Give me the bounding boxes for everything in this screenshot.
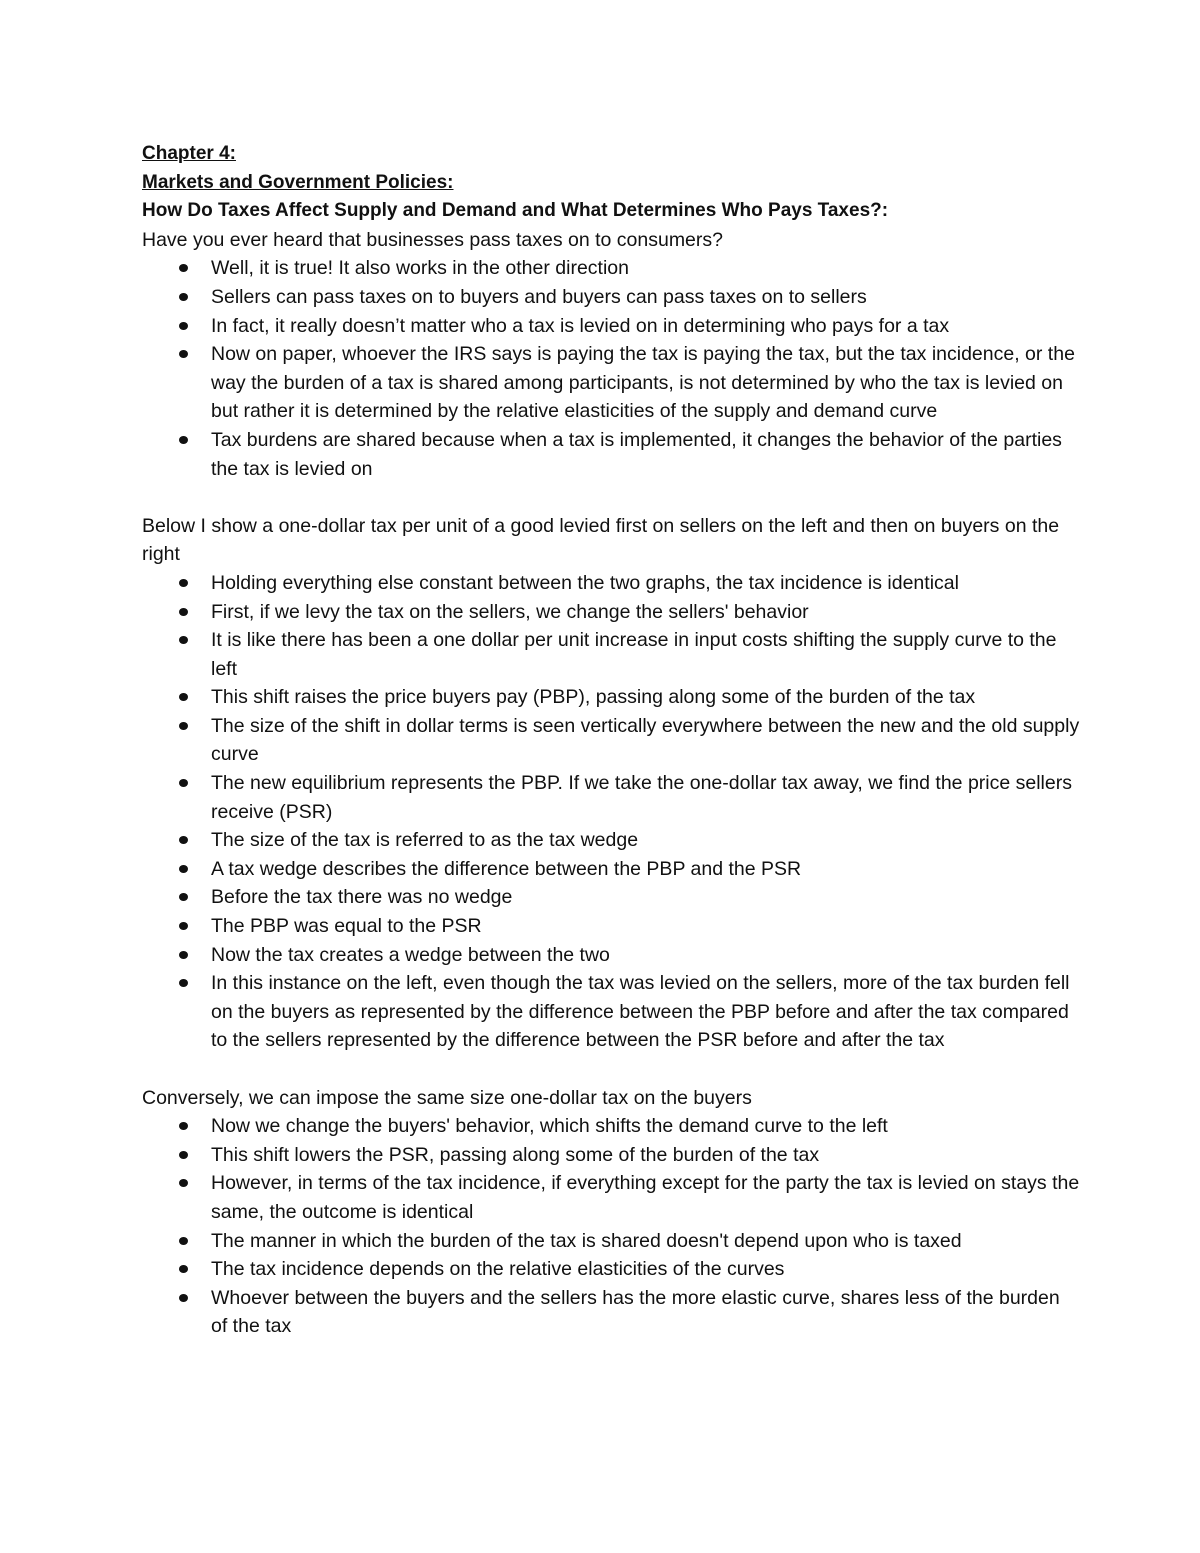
list-item: Now the tax creates a wedge between the two: [211, 941, 1080, 970]
bullet-icon: [179, 779, 188, 787]
bullet-icon: [179, 1294, 188, 1302]
block1-bullet-list: [142, 254, 1080, 483]
bullet-icon: [179, 293, 188, 301]
bullet-icon: [179, 350, 188, 358]
bullet-icon: [179, 979, 188, 987]
bullet-icon: [179, 836, 188, 844]
bullet-icon: [179, 264, 188, 272]
question-heading: How Do Taxes Affect Supply and Demand and What Determines Who Pays Taxes?:: [142, 200, 889, 222]
bullet-icon: [179, 608, 188, 616]
list-item: This shift lowers the PSR, passing along some of the burden of the tax: [211, 1141, 1080, 1170]
bullet-icon: [179, 1122, 188, 1130]
list-item: Well, it is true! It also works in the other direction: [211, 254, 1080, 283]
list-item: The size of the tax is referred to as the tax wedge: [211, 826, 1080, 855]
list-item: Tax burdens are shared because when a tax is implemented, it changes the behavior of the parties the tax is levied on: [211, 426, 1080, 483]
list-item: Whoever between the buyers and the sellers has the more elastic curve, shares less of the burden of the tax: [211, 1284, 1080, 1341]
section-title: Markets and Government Policies:: [142, 171, 454, 193]
list-item: Now we change the buyers' behavior, which shifts the demand curve to the left: [211, 1112, 1080, 1141]
bullet-icon: [179, 722, 188, 730]
block3-intro: Conversely, we can impose the same size one-dollar tax on the buyers: [142, 1086, 752, 1109]
block2-intro: Below I show a one-dollar tax per unit of a good levied first on sellers on the left and then on buyers on the right: [142, 514, 1060, 566]
chapter-title: Chapter 4:: [142, 143, 236, 164]
bullet-icon: [179, 636, 188, 644]
list-item: However, in terms of the tax incidence, if everything except for the party the tax is levied on stays the same, the outcome is identical: [211, 1169, 1080, 1226]
bullet-icon: [179, 1151, 188, 1159]
list-item: The manner in which the burden of the tax is shared doesn't depend upon who is taxed: [211, 1227, 1080, 1256]
block3-bullet-list: [142, 1112, 1080, 1341]
bullet-icon: [179, 865, 188, 873]
list-item: This shift raises the price buyers pay (PBP), passing along some of the burden of the tax: [211, 683, 1080, 712]
bullet-icon: [179, 322, 188, 330]
bullet-icon: [179, 579, 188, 587]
list-item: Before the tax there was no wedge: [211, 883, 1080, 912]
list-item: The tax incidence depends on the relative elasticities of the curves: [211, 1255, 1080, 1284]
list-item: First, if we levy the tax on the sellers, we change the sellers' behavior: [211, 598, 1080, 627]
bullet-icon: [179, 436, 188, 444]
list-item: A tax wedge describes the difference between the PBP and the PSR: [211, 855, 1080, 884]
list-item: The PBP was equal to the PSR: [211, 912, 1080, 941]
list-item: It is like there has been a one dollar per unit increase in input costs shifting the supply curve to the left: [211, 626, 1080, 683]
bullet-icon: [179, 893, 188, 901]
paragraph-spacer: [142, 1055, 1080, 1084]
paragraph-spacer: [142, 483, 1080, 512]
block1-intro: Have you ever heard that businesses pass taxes on to consumers?: [142, 228, 723, 251]
bullet-icon: [179, 922, 188, 930]
bullet-icon: [179, 693, 188, 701]
list-item: In this instance on the left, even though the tax was levied on the sellers, more of the tax burden fell on the buyers as represented by the difference between the PBP before and after the tax compared to the sellers represented by the difference between the PSR before and after the tax: [211, 969, 1080, 1055]
list-item: Sellers can pass taxes on to buyers and buyers can pass taxes on to sellers: [211, 283, 1080, 312]
list-item: The size of the shift in dollar terms is seen vertically everywhere between the new and the old supply curve: [211, 712, 1080, 769]
bullet-icon: [179, 1237, 188, 1245]
list-item: In fact, it really doesn’t matter who a tax is levied on in determining who pays for a tax: [211, 312, 1080, 341]
block2-bullet-list: [142, 569, 1080, 1055]
list-item: Holding everything else constant between the two graphs, the tax incidence is identical: [211, 569, 1080, 598]
bullet-icon: [179, 951, 188, 959]
list-item: Now on paper, whoever the IRS says is paying the tax is paying the tax, but the tax incidence, or the way the burden of a tax is shared among participants, is not determined by who the tax is levied on but rather it is determined by the relative elasticities of the supply and demand curve: [211, 340, 1080, 426]
list-item: The new equilibrium represents the PBP. If we take the one-dollar tax away, we find the price sellers receive (PSR): [211, 769, 1080, 826]
bullet-icon: [179, 1179, 188, 1187]
bullet-icon: [179, 1265, 188, 1273]
